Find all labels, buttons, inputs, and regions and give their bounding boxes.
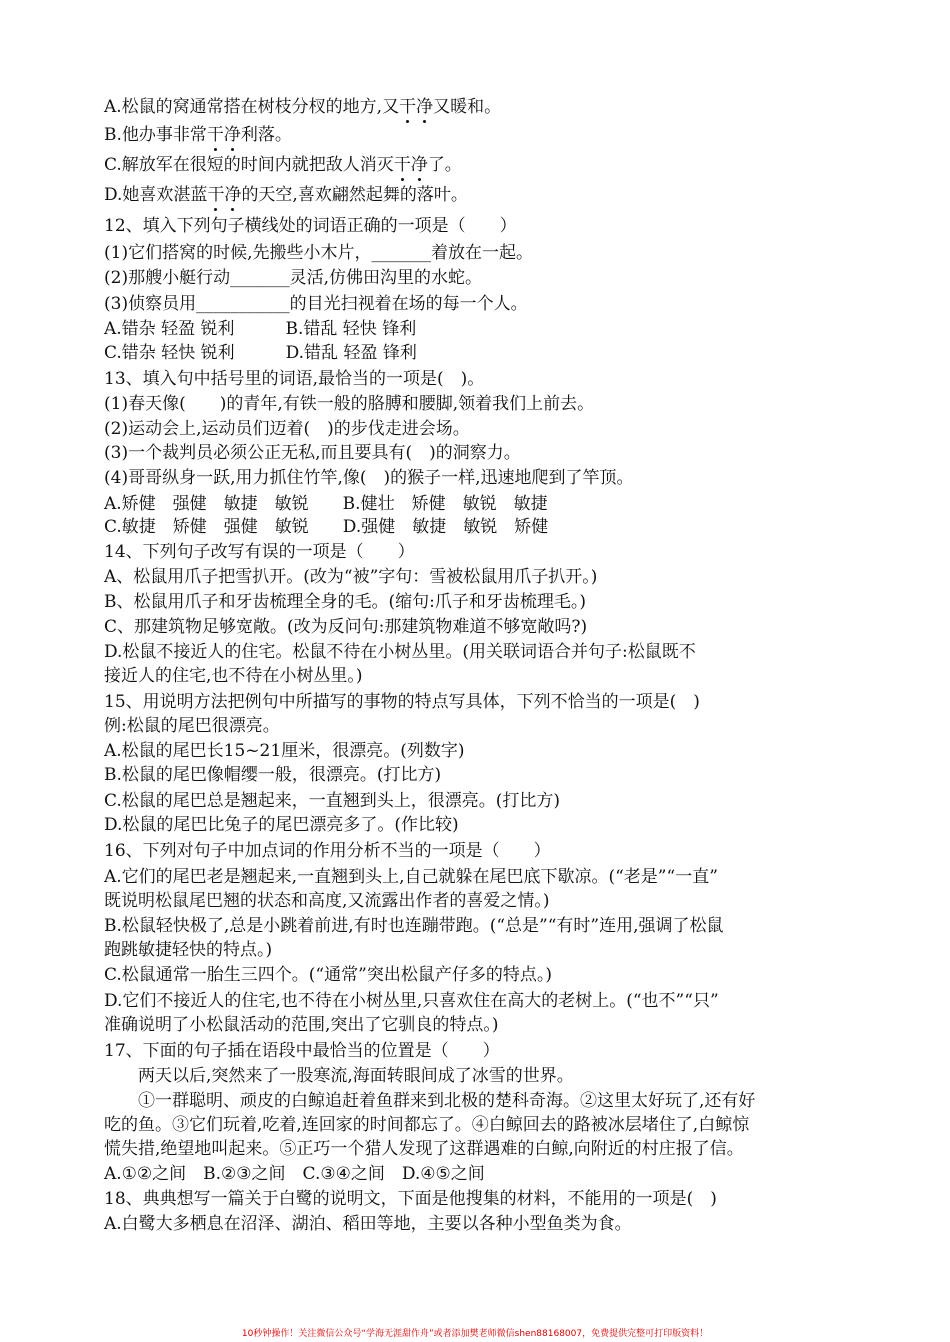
text-line: A.①②之间 B.②③之间 C.③④之间 D.④⑤之间 xyxy=(104,1164,485,1184)
text-line: A.松鼠的尾巴长15~21厘米，很漂亮。(列数字) xyxy=(104,741,465,761)
text-line: ①一群聪明、顽皮的白鲸追赶着鱼群来到北极的楚科奇海。②这里太好玩了,还有好 xyxy=(104,1091,756,1111)
text-line: B.他办事非常干净利落。 xyxy=(104,125,292,145)
text-line: (2)运动会上,运动员们迈着( )的步伐走进会场。 xyxy=(104,419,470,439)
text-line: 两天以后,突然来了一股寒流,海面转眼间成了冰雪的世界。 xyxy=(104,1066,574,1086)
text-line: 慌失措,绝望地叫起来。⑤正巧一个猎人发现了这群遇难的白鲸,向附近的村庄报了信。 xyxy=(104,1139,744,1159)
text-line: (4)哥哥纵身一跃,用力抓住竹竿,像( )的猴子一样,迅速地爬到了竿顶。 xyxy=(104,468,634,488)
text-line: D.松鼠不接近人的住宅。松鼠不待在小树丛里。(用关联词语合并句子:松鼠既不 xyxy=(104,642,696,662)
text-line: (2)那艘小艇行动_______灵活,仿佛田沟里的水蛇。 xyxy=(104,268,482,288)
text-line: 接近人的住宅,也不待在小树丛里。) xyxy=(104,666,363,686)
text-line: A.矫健 强健 敏捷 敏锐 B.健壮 矫健 敏锐 敏捷 xyxy=(104,494,548,514)
text-line: C.松鼠的尾巴总是翘起来，一直翘到头上，很漂亮。(打比方) xyxy=(104,791,561,811)
text-line: C、那建筑物足够宽敞。(改为反问句:那建筑物难道不够宽敞吗?) xyxy=(104,617,588,637)
text-line: B.松鼠的尾巴像帽缨一般，很漂亮。(打比方) xyxy=(104,765,442,785)
text-line: 准确说明了小松鼠活动的范围,突出了它驯良的特点。) xyxy=(104,1015,499,1035)
text-line: (1)春天像( )的青年,有铁一般的胳膊和腰脚,领着我们上前去。 xyxy=(104,394,595,414)
text-line: A、松鼠用爪子把雪扒开。(改为“被”字句：雪被松鼠用爪子扒开。) xyxy=(104,567,598,587)
text-line: A.错杂 轻盈 锐利 B.错乱 轻快 锋利 xyxy=(104,319,417,339)
text-line: A.它们的尾巴老是翘起来,一直翘到头上,自己就躲在尾巴底下歇凉。(“老是”“一直” xyxy=(104,867,718,887)
text-line: 17、下面的句子插在语段中最恰当的位置是（ ） xyxy=(104,1041,500,1061)
text-line: A.松鼠的窝通常搭在树枝分杈的地方,又干净又暖和。 xyxy=(104,97,502,117)
text-line: 18、典典想写一篇关于白鹭的说明文，下面是他搜集的材料，不能用的一项是( ) xyxy=(104,1189,717,1209)
text-line: (1)它们搭窝的时候,先搬些小木片，_______着放在一起。 xyxy=(104,243,533,263)
text-line: C.松鼠通常一胎生三四个。(“通常”突出松鼠产仔多的特点。) xyxy=(104,965,552,985)
text-line: 跑跳敏捷轻快的特点。) xyxy=(104,940,273,960)
footer-promo-text: 10秒钟操作！关注微信公众号“学海无涯甜作舟”或者添加樊老师微信shen88168007，免费提供完整可打印版资料！ xyxy=(241,1329,709,1339)
text-line: D.她喜欢湛蓝干净的天空,喜欢翩然起舞的落叶。 xyxy=(104,185,468,205)
text-line: C.解放军在很短的时间内就把敌人消灭干净了。 xyxy=(104,155,462,175)
text-line: 12、填入下列句子横线处的词语正确的一项是（ ） xyxy=(104,216,517,236)
text-line: D.它们不接近人的住宅,也不待在小树丛里,只喜欢住在高大的老树上。(“也不”“只” xyxy=(104,991,719,1011)
text-line: 13、填入句中括号里的词语,最恰当的一项是( )。 xyxy=(104,369,485,389)
text-line: A.白鹭大多栖息在沼泽、湖泊、稻田等地，主要以各种小型鱼类为食。 xyxy=(104,1214,632,1234)
text-line: (3)一个裁判员必须公正无私,而且要具有( )的洞察力。 xyxy=(104,443,521,463)
text-line: C.错杂 轻快 锐利 D.错乱 轻盈 锋利 xyxy=(104,343,417,363)
text-line: C.敏捷 矫健 强健 敏锐 D.强健 敏捷 敏锐 矫健 xyxy=(104,517,549,537)
text-line: D.松鼠的尾巴比兔子的尾巴漂亮多了。(作比较) xyxy=(104,815,459,835)
text-line: B.松鼠轻快极了,总是小跳着前进,有时也连蹦带跑。(“总是”“有时”连用,强调了松鼠 xyxy=(104,916,724,936)
text-line: 15、用说明方法把例句中所描写的事物的特点写具体，下列不恰当的一项是( ) xyxy=(104,692,700,712)
text-line: 吃的鱼。③它们玩着,吃着,连回家的时间都忘了。④白鲸回去的路被冰层堵住了,白鲸惊 xyxy=(104,1115,750,1135)
text-line: 既说明松鼠尾巴翘的状态和高度,又流露出作者的喜爱之情。) xyxy=(104,891,550,911)
text-line: B、松鼠用爪子和牙齿梳理全身的毛。(缩句:爪子和牙齿梳理毛。) xyxy=(104,592,586,612)
text-line: 14、下列句子改写有误的一项是（ ） xyxy=(104,542,415,562)
text-line: 例:松鼠的尾巴很漂亮。 xyxy=(104,716,280,736)
text-line: 16、下列对句子中加点词的作用分析不当的一项是（ ） xyxy=(104,841,551,861)
text-line: (3)侦察员用___________的目光扫视着在场的每一个人。 xyxy=(104,294,528,314)
